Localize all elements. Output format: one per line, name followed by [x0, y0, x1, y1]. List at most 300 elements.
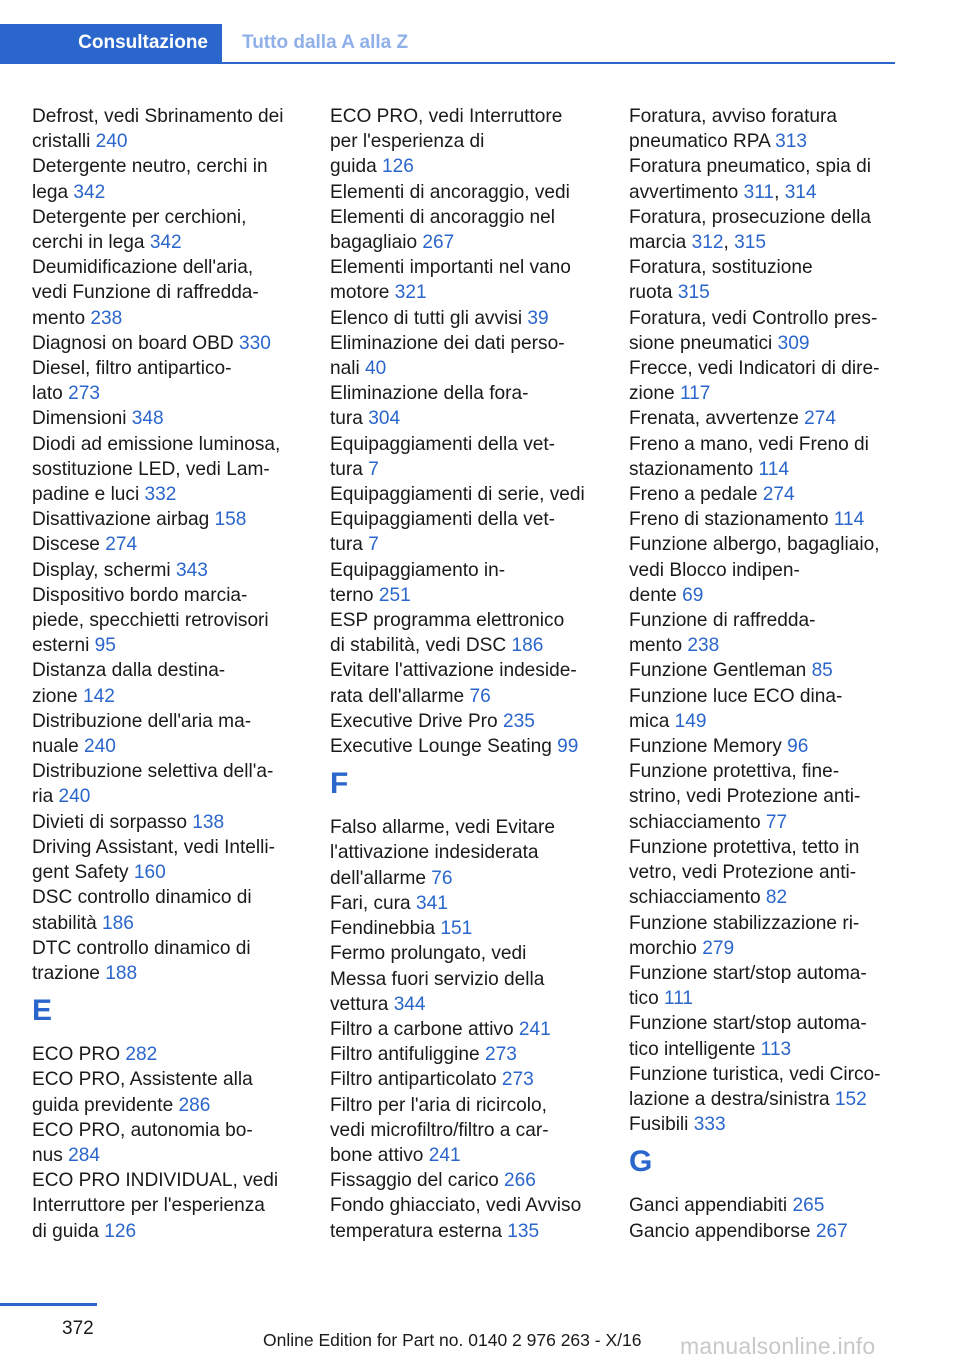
- page-link[interactable]: 117: [679, 383, 711, 405]
- entry-line: [330, 356, 602, 381]
- entry-line: [32, 432, 304, 457]
- page-link[interactable]: 348: [131, 408, 164, 430]
- index-entry: [629, 1011, 897, 1061]
- page-link[interactable]: 238: [687, 635, 720, 657]
- page-link[interactable]: 315: [734, 232, 766, 254]
- entry-line: [330, 1193, 602, 1218]
- index-column-3: [629, 104, 897, 1244]
- entry-text: Funzione luce ECO dina-: [629, 685, 843, 707]
- index-entry: [32, 507, 304, 532]
- index-entry: [32, 835, 304, 885]
- entry-line: [629, 205, 897, 230]
- page-link[interactable]: 330: [238, 332, 271, 354]
- index-entry: [330, 1017, 602, 1042]
- entry-line: [330, 230, 602, 255]
- index-entry: [629, 432, 897, 482]
- page-link[interactable]: 142: [82, 685, 115, 707]
- page-link[interactable]: 282: [125, 1044, 158, 1066]
- entry-line: [32, 835, 304, 860]
- entry-line: [629, 457, 897, 482]
- entry-line: [629, 381, 897, 406]
- entry-text: Funzione turistica, vedi Circo-: [629, 1063, 881, 1085]
- entry-line: [32, 911, 304, 936]
- index-entry: [629, 911, 897, 961]
- index-entry: [32, 658, 304, 708]
- entry-line: [330, 1042, 602, 1067]
- entry-line: [330, 658, 602, 683]
- entry-text: Fermo prolungato, vedi: [330, 943, 527, 965]
- entry-line: [629, 1087, 897, 1112]
- watermark: manualsonline.info: [680, 1333, 876, 1359]
- page-link[interactable]: 111: [664, 988, 694, 1010]
- entry-line: [629, 280, 897, 305]
- index-entry: [32, 583, 304, 659]
- page-link[interactable]: 85: [811, 660, 833, 682]
- section-letter: F: [330, 767, 349, 801]
- index-entry: [629, 961, 897, 1011]
- page-link[interactable]: 309: [777, 332, 810, 354]
- entry-line: [629, 1112, 897, 1137]
- entry-text: tico: [629, 988, 665, 1010]
- footer-rule: [0, 1303, 97, 1306]
- index-entry: [32, 810, 304, 835]
- page-link[interactable]: 7: [368, 534, 379, 556]
- entry-text: schiacciamento: [629, 887, 766, 909]
- entry-text: Fari, cura: [330, 892, 416, 914]
- entry-line: [32, 205, 304, 230]
- entry-line: [330, 507, 602, 532]
- index-entry: [629, 205, 897, 255]
- page-link[interactable]: 69: [682, 584, 704, 606]
- entry-text: Funzione Memory: [629, 736, 788, 758]
- entry-text: Driving Assistant, vedi Intelli-: [32, 836, 276, 858]
- entry-text: avvertimento: [629, 181, 744, 203]
- entry-line: [32, 784, 304, 809]
- entry-text: Fendinebbia: [330, 918, 441, 940]
- entry-text: Funzione start/stop automa-: [629, 962, 867, 984]
- page-link[interactable]: 95: [94, 635, 116, 657]
- index-entry: [32, 1042, 304, 1067]
- entry-text: morchio: [629, 937, 703, 959]
- page-link[interactable]: 7: [368, 458, 379, 480]
- entry-line: [629, 784, 897, 809]
- page-link[interactable]: 333: [693, 1114, 726, 1136]
- entry-line: [629, 331, 897, 356]
- index-entry: [629, 734, 897, 759]
- entry-line: [330, 104, 602, 129]
- page-link[interactable]: 99: [557, 736, 579, 758]
- index-entry: [32, 1067, 304, 1117]
- entry-text: motore: [330, 282, 395, 304]
- entry-line: [330, 992, 602, 1017]
- entry-line: [629, 230, 897, 255]
- page-link[interactable]: 76: [431, 867, 453, 889]
- index-entry: [330, 1093, 602, 1169]
- entry-text: marcia: [629, 232, 692, 254]
- entry-line: [629, 558, 897, 583]
- page-link[interactable]: 160: [133, 862, 166, 884]
- entry-line: [330, 306, 602, 331]
- page-link[interactable]: 114: [833, 509, 865, 531]
- entry-line: [32, 608, 304, 633]
- index-entry: [629, 507, 897, 532]
- page-link[interactable]: 152: [834, 1088, 867, 1110]
- entry-line: [330, 866, 602, 891]
- index-entry: [629, 356, 897, 406]
- page-link[interactable]: 267: [422, 232, 455, 254]
- entry-line: [32, 1042, 304, 1067]
- index-entry: [629, 684, 897, 734]
- entry-line: [629, 583, 897, 608]
- index-entry: [330, 180, 602, 256]
- entry-line: [32, 104, 304, 129]
- entry-line: [629, 406, 897, 431]
- entry-text: ECO PRO, autonomia bo-: [32, 1119, 253, 1141]
- page-link[interactable]: 240: [95, 131, 128, 153]
- index-entry: [629, 406, 897, 431]
- entry-text: Frecce, vedi Indicatori di dire-: [629, 358, 880, 380]
- entry-line: [330, 684, 602, 709]
- page-link[interactable]: 267: [815, 1220, 848, 1242]
- entry-text: Funzione Gentleman: [629, 660, 812, 682]
- entry-text: Diodi ad emissione luminosa,: [32, 433, 281, 455]
- entry-line: [330, 482, 602, 507]
- tab-tutto-dalla-a-alla-z[interactable]: Tutto dalla A alla Z: [242, 32, 409, 53]
- entry-text: Distribuzione selettiva dell'a-: [32, 761, 274, 783]
- section-letter: G: [629, 1145, 653, 1179]
- index-entry: [32, 154, 304, 204]
- entry-text: vedi Blocco indipen-: [629, 559, 800, 581]
- page-link[interactable]: 279: [702, 937, 735, 959]
- page-link[interactable]: 313: [775, 131, 807, 153]
- entry-text: Elenco di tutti gli avvisi: [330, 307, 528, 329]
- entry-line: [32, 558, 304, 583]
- entry-line: [32, 482, 304, 507]
- entry-line: [629, 658, 897, 683]
- page-link[interactable]: 274: [804, 408, 836, 430]
- index-entry: [629, 1112, 897, 1137]
- index-entry: [330, 916, 602, 941]
- page-link[interactable]: 273: [484, 1044, 517, 1066]
- entry-text: Gancio appendiborse: [629, 1220, 816, 1242]
- entry-line: [32, 280, 304, 305]
- index-column-1: [32, 104, 304, 1244]
- page-link[interactable]: 273: [68, 383, 100, 405]
- entry-text: Funzione protettiva, tetto in: [629, 836, 860, 858]
- entry-line: [32, 507, 304, 532]
- page-link[interactable]: 315: [677, 282, 710, 304]
- page-link[interactable]: 341: [415, 892, 448, 914]
- entry-line: [330, 154, 602, 179]
- page-link[interactable]: 342: [73, 181, 106, 203]
- entry-line: [629, 532, 897, 557]
- entry-line: [629, 1011, 897, 1036]
- index-entry: [330, 1067, 602, 1092]
- index-entry: [330, 1042, 602, 1067]
- entry-text: tura: [330, 408, 369, 430]
- entry-line: [330, 280, 602, 305]
- section-letter: E: [32, 994, 53, 1028]
- entry-text: Equipaggiamenti di serie, vedi: [330, 484, 585, 506]
- index-entry: [330, 1168, 602, 1193]
- entry-text: Discese: [32, 534, 106, 556]
- index-entry: [32, 104, 304, 154]
- page-link[interactable]: 40: [365, 358, 387, 380]
- entry-line: [330, 129, 602, 154]
- entry-line: [32, 810, 304, 835]
- entry-line: [629, 306, 897, 331]
- entry-line: [629, 432, 897, 457]
- page-link[interactable]: 77: [765, 811, 788, 833]
- entry-line: [330, 180, 602, 205]
- page-link[interactable]: 76: [469, 685, 491, 707]
- entry-text: zione: [32, 685, 83, 707]
- entry-text: DSC controllo dinamico di: [32, 887, 252, 909]
- entry-text: vedi microfiltro/filtro a car-: [330, 1119, 549, 1141]
- entry-text: DTC controllo dinamico di: [32, 937, 251, 959]
- entry-text: ,: [774, 181, 785, 203]
- entry-text: ECO PRO INDIVIDUAL, vedi: [32, 1170, 279, 1192]
- page-link[interactable]: 274: [105, 534, 138, 556]
- index-entry: [629, 835, 897, 911]
- entry-line: [330, 709, 602, 734]
- entry-line: [330, 381, 602, 406]
- page-link[interactable]: 135: [507, 1220, 540, 1242]
- page-link[interactable]: 312: [691, 232, 724, 254]
- entry-line: [330, 532, 602, 557]
- entry-line: [330, 205, 602, 230]
- index-entry: [330, 255, 602, 305]
- entry-text: dell'allarme: [330, 867, 432, 889]
- page-link[interactable]: 238: [90, 307, 123, 329]
- entry-text: Messa fuori servizio della: [330, 968, 545, 990]
- entry-text: guida previdente: [32, 1094, 179, 1116]
- index-entry: [629, 608, 897, 658]
- page-link[interactable]: 311: [743, 181, 775, 203]
- entry-text: l'attivazione indesiderata: [330, 842, 539, 864]
- page-link[interactable]: 342: [149, 232, 182, 254]
- entry-line: [32, 154, 304, 179]
- entry-line: [32, 457, 304, 482]
- page-number: 372: [62, 1318, 94, 1339]
- entry-line: [32, 381, 304, 406]
- entry-text: Divieti di sorpasso: [32, 811, 193, 833]
- entry-line: [629, 835, 897, 860]
- page-link[interactable]: 240: [84, 736, 116, 758]
- entry-line: [330, 406, 602, 431]
- entry-text: temperatura esterna: [330, 1220, 508, 1242]
- page-link[interactable]: 151: [440, 918, 473, 940]
- entry-line: [629, 810, 897, 835]
- page-link[interactable]: 284: [68, 1144, 100, 1166]
- index-entry: [629, 532, 897, 608]
- entry-line: [330, 633, 602, 658]
- entry-text: Freno di stazionamento: [629, 509, 834, 531]
- entry-line: [32, 230, 304, 255]
- page-link[interactable]: 286: [178, 1094, 211, 1116]
- entry-text: Elementi di ancoraggio nel: [330, 206, 556, 228]
- page-link[interactable]: 188: [105, 962, 138, 984]
- entry-line: [629, 154, 897, 179]
- entry-text: trazione: [32, 962, 106, 984]
- entry-text: Evitare l'attivazione indeside-: [330, 660, 577, 682]
- index-entry: [629, 154, 897, 204]
- page-link[interactable]: 265: [792, 1195, 825, 1217]
- entry-text: Fusibili: [629, 1114, 694, 1136]
- index-column-2: [330, 104, 602, 1244]
- entry-text: Defrost, vedi Sbrinamento dei: [32, 106, 284, 127]
- page-link[interactable]: 235: [502, 710, 535, 732]
- entry-text: tura: [330, 458, 369, 480]
- index-entry: [330, 709, 602, 734]
- entry-text: bone attivo: [330, 1144, 429, 1166]
- entry-text: Foratura, vedi Controllo pres-: [629, 307, 878, 329]
- index-entry: [330, 815, 602, 891]
- index-entry: [32, 558, 304, 583]
- page-link[interactable]: 96: [787, 736, 809, 758]
- entry-line: [32, 406, 304, 431]
- edition-note: Online Edition for Part no. 0140 2 976 263 - X/16: [263, 1330, 642, 1350]
- entry-text: Falso allarme, vedi Evitare: [330, 817, 555, 839]
- index-entry: [629, 255, 897, 305]
- entry-text: Funzione protettiva, fine-: [629, 761, 840, 783]
- index-entry: [629, 1062, 897, 1112]
- page-link[interactable]: 126: [104, 1220, 137, 1242]
- page-link[interactable]: 113: [760, 1038, 792, 1060]
- entry-text: Funzione albergo, bagagliaio,: [629, 534, 880, 556]
- index-entry: [330, 104, 602, 180]
- entry-line: [32, 961, 304, 986]
- page-link[interactable]: 158: [214, 509, 247, 531]
- index-entry: [32, 432, 304, 508]
- page-link[interactable]: 149: [674, 710, 707, 732]
- page-link[interactable]: 274: [762, 484, 795, 506]
- entry-line: [330, 916, 602, 941]
- entry-text: Executive Lounge Seating: [330, 736, 558, 758]
- entry-text: Detergente per cerchioni,: [32, 206, 247, 228]
- entry-text: Dispositivo bordo marcia-: [32, 584, 248, 606]
- entry-line: [32, 709, 304, 734]
- entry-line: [32, 860, 304, 885]
- entry-line: [330, 1168, 602, 1193]
- index-entry: [330, 331, 602, 381]
- index-entry: [629, 1193, 897, 1218]
- entry-text: ESP programma elettronico: [330, 610, 565, 632]
- entry-line: [629, 911, 897, 936]
- entry-line: [330, 331, 602, 356]
- page-link[interactable]: 273: [501, 1069, 534, 1091]
- index-entry: [629, 1219, 897, 1244]
- entry-text: Foratura, avviso foratura: [629, 106, 837, 127]
- page-link[interactable]: 240: [58, 786, 91, 808]
- entry-line: [330, 1093, 602, 1118]
- entry-text: piede, specchietti retrovisori: [32, 610, 269, 632]
- entry-line: [629, 180, 897, 205]
- index-entry: [629, 759, 897, 835]
- page-link[interactable]: 251: [378, 584, 411, 606]
- entry-line: [330, 457, 602, 482]
- entry-line: [32, 1143, 304, 1168]
- entry-text: dente: [629, 584, 683, 606]
- page-link[interactable]: 314: [784, 181, 817, 203]
- entry-line: [330, 558, 602, 583]
- entry-text: Fissaggio del carico: [330, 1170, 505, 1192]
- entry-line: [629, 1219, 897, 1244]
- entry-line: [32, 331, 304, 356]
- entry-line: [32, 180, 304, 205]
- page-link[interactable]: 186: [511, 635, 544, 657]
- entry-text: Ganci appendiabiti: [629, 1195, 793, 1217]
- page-link[interactable]: 343: [175, 559, 208, 581]
- entry-text: ria: [32, 786, 59, 808]
- entry-line: [32, 734, 304, 759]
- entry-line: [32, 129, 304, 154]
- entry-line: [32, 1118, 304, 1143]
- page-link[interactable]: 138: [192, 811, 225, 833]
- entry-text: ECO PRO: [32, 1044, 126, 1066]
- entry-text: sostituzione LED, vedi Lam-: [32, 458, 270, 480]
- entry-line: [32, 633, 304, 658]
- entry-line: [32, 1219, 304, 1244]
- tab-consultazione[interactable]: Consultazione: [0, 24, 222, 62]
- entry-text: ,: [723, 232, 735, 254]
- entry-text: Eliminazione dei dati perso-: [330, 332, 565, 354]
- index-entry: [32, 205, 304, 255]
- entry-text: vettura: [330, 993, 394, 1015]
- entry-text: Distribuzione dell'aria ma-: [32, 710, 252, 732]
- entry-line: [32, 1193, 304, 1218]
- page-link[interactable]: 344: [393, 993, 426, 1015]
- entry-line: [629, 608, 897, 633]
- page-link[interactable]: 241: [428, 1144, 461, 1166]
- entry-text: di guida: [32, 1220, 105, 1242]
- entry-line: [629, 709, 897, 734]
- entry-line: [629, 356, 897, 381]
- entry-text: Filtro antiparticolato: [330, 1069, 502, 1091]
- entry-text: Foratura pneumatico, spia di: [629, 156, 871, 178]
- entry-text: Frenata, avvertenze: [629, 408, 805, 430]
- page-link[interactable]: 241: [518, 1018, 551, 1040]
- page-link[interactable]: 321: [394, 282, 427, 304]
- page-link[interactable]: 114: [758, 458, 789, 480]
- page-link[interactable]: 39: [527, 307, 549, 329]
- entry-line: [629, 759, 897, 784]
- index-entry: [32, 331, 304, 356]
- entry-line: [32, 684, 304, 709]
- entry-line: [330, 1118, 602, 1143]
- page-link[interactable]: 82: [765, 887, 788, 909]
- entry-line: [32, 583, 304, 608]
- index-entry: [32, 255, 304, 331]
- entry-line: [629, 986, 897, 1011]
- entry-line: [629, 734, 897, 759]
- entry-line: [32, 759, 304, 784]
- page-link[interactable]: 186: [102, 912, 134, 934]
- page-link[interactable]: 304: [368, 408, 401, 430]
- index-entry: [32, 759, 304, 809]
- page-link[interactable]: 266: [504, 1170, 536, 1192]
- entry-line: [330, 891, 602, 916]
- page-link[interactable]: 332: [144, 484, 177, 506]
- page-link[interactable]: 126: [382, 156, 414, 178]
- entry-text: Foratura, sostituzione: [629, 257, 813, 279]
- entry-text: Dimensioni: [32, 408, 132, 430]
- entry-text: Interruttore per l'esperienza: [32, 1195, 265, 1217]
- entry-line: [629, 885, 897, 910]
- entry-text: Fondo ghiacciato, vedi Avviso: [330, 1195, 582, 1217]
- index-entry: [629, 658, 897, 683]
- entry-line: [32, 1093, 304, 1118]
